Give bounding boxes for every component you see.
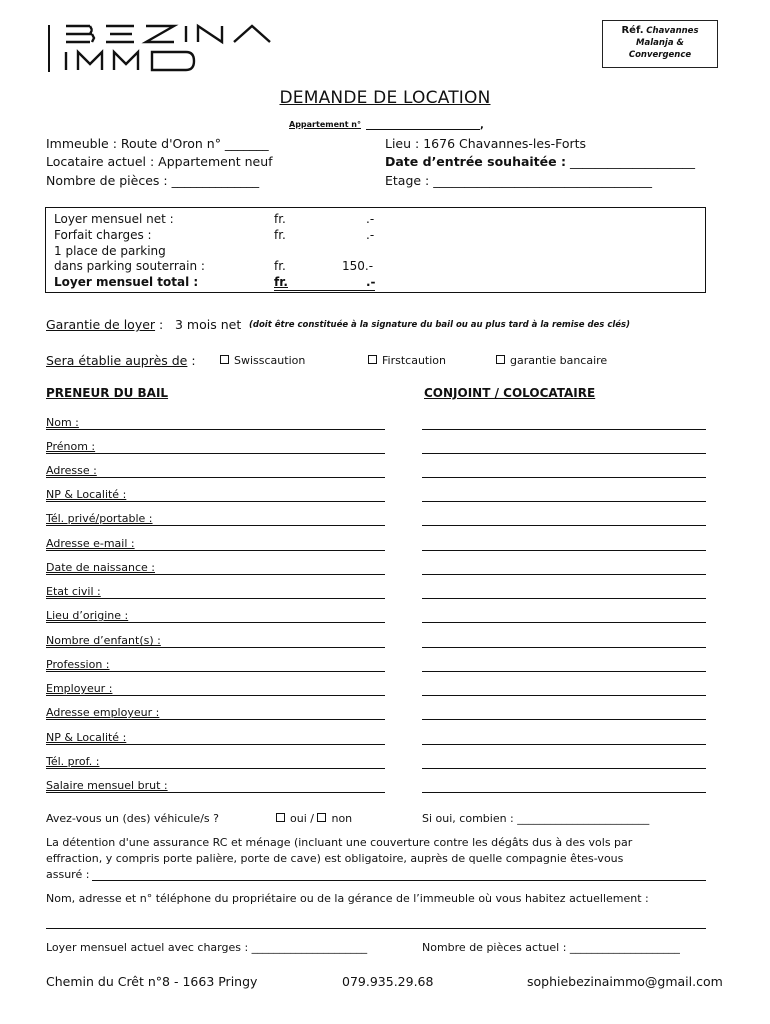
field-line-left[interactable]	[46, 671, 385, 672]
rent-charges-value: .-	[366, 228, 375, 242]
field-label: Profession :	[46, 658, 110, 671]
apartment-number-line[interactable]	[366, 129, 480, 130]
option-label: Swisscaution	[234, 354, 306, 367]
ref-text3: Convergence	[628, 50, 692, 60]
field-line-left[interactable]	[46, 429, 385, 430]
field-line-left[interactable]	[46, 525, 385, 526]
rent-net-value: .-	[366, 212, 375, 226]
ref-text2: Malanja &	[636, 38, 684, 48]
rent-total-label: Loyer mensuel total :	[54, 275, 199, 289]
vehicle-options[interactable]	[276, 812, 352, 825]
field-label: Nom :	[46, 416, 79, 429]
field-line-right[interactable]	[422, 550, 706, 551]
field-line-left[interactable]	[46, 453, 385, 454]
field-line-right[interactable]	[422, 695, 706, 696]
field-line-left[interactable]	[46, 598, 385, 599]
locataire-field: Locataire actuel : Appartement neuf	[46, 154, 273, 169]
field-label: Adresse :	[46, 464, 97, 477]
page-title: DEMANDE DE LOCATION	[279, 88, 491, 108]
field-line-left[interactable]	[46, 719, 385, 720]
date-entree-line: ____________________	[565, 154, 695, 169]
field-line-right[interactable]	[422, 525, 706, 526]
vehicle-question: Avez-vous un (des) véhicule/s ?	[46, 812, 219, 825]
assurance-answer-line[interactable]	[92, 880, 706, 881]
vehicle-combien[interactable]: Si oui, combien : ________________________	[422, 812, 650, 825]
field-label: Lieu d’origine :	[46, 609, 129, 622]
footer-phone: 079.935.29.68	[342, 974, 434, 989]
checkbox-icon[interactable]	[368, 355, 377, 364]
option-label: garantie bancaire	[510, 354, 608, 367]
checkbox-icon[interactable]	[276, 813, 285, 822]
field-line-right[interactable]	[422, 622, 706, 623]
immeuble-field[interactable]: Immeuble : Route d'Oron n° _______	[46, 136, 269, 151]
option-firstcaution[interactable]	[368, 354, 446, 367]
section-conjoint: CONJOINT / COLOCATAIRE	[424, 386, 596, 400]
rent-total-value: .-	[366, 275, 376, 289]
lieu-field: Lieu : 1676 Chavannes-les-Forts	[385, 136, 587, 151]
garantie-note: (doit être constituée à la signature du bail ou au plus tard à la remise des clés)	[249, 320, 630, 330]
rent-charges-currency: fr.	[274, 228, 286, 242]
assurance-line3: assuré :	[46, 868, 90, 881]
field-line-left[interactable]	[46, 550, 385, 551]
rent-charges-label: Forfait charges :	[54, 228, 152, 242]
bezina-immo-logo	[62, 22, 272, 74]
pieces-actuel-field[interactable]: Nombre de pièces actuel : ____________________	[422, 941, 680, 954]
etablie-row	[46, 353, 196, 368]
date-entree-label: Date d’entrée souhaitée :	[385, 154, 566, 169]
garantie-colon: :	[155, 317, 164, 332]
field-label: Nombre d’enfant(s) :	[46, 634, 161, 647]
field-label: NP & Localité :	[46, 731, 127, 744]
rent-total-underline	[274, 290, 375, 291]
field-line-left[interactable]	[46, 501, 385, 502]
loyer-actuel-field[interactable]: Loyer mensuel actuel avec charges : _____________________	[46, 941, 368, 954]
option-swisscaution[interactable]	[220, 354, 305, 367]
rent-parking-label1: 1 place de parking	[54, 244, 166, 258]
field-label: Tél. prof. :	[46, 755, 100, 768]
footer-address: Chemin du Crêt n°8 - 1663 Pringy	[46, 974, 258, 989]
vehicle-non: non	[331, 812, 353, 825]
field-line-left[interactable]	[46, 574, 385, 575]
pieces-field[interactable]: Nombre de pièces : ______________	[46, 173, 260, 188]
garantie-value: 3 mois net	[175, 317, 242, 332]
apartment-label: Appartement n°	[289, 120, 361, 129]
garantie-row	[46, 317, 163, 332]
field-line-left[interactable]	[46, 695, 385, 696]
reference-box	[602, 20, 718, 68]
rent-net-currency: fr.	[274, 212, 286, 226]
field-line-left[interactable]	[46, 647, 385, 648]
option-label: Firstcaution	[382, 354, 446, 367]
field-line-right[interactable]	[422, 501, 706, 502]
field-line-right[interactable]	[422, 477, 706, 478]
checkbox-icon[interactable]	[317, 813, 326, 822]
field-label: Salaire mensuel brut :	[46, 779, 168, 792]
field-line-right[interactable]	[422, 671, 706, 672]
garantie-label: Garantie de loyer	[46, 317, 156, 332]
assurance-line2: effraction, y compris porte palière, porte de cave) est obligatoire, auprès de quelle compagnie êtes-vous	[46, 852, 624, 865]
field-line-right[interactable]	[422, 744, 706, 745]
etablie-colon: :	[187, 353, 196, 368]
ref-label: Réf.	[621, 25, 644, 36]
field-line-left[interactable]	[46, 622, 385, 623]
date-entree-field[interactable]	[385, 154, 695, 169]
apartment-end: ,	[480, 120, 484, 131]
ref-text1: Chavannes	[646, 26, 699, 36]
field-line-right[interactable]	[422, 598, 706, 599]
field-line-right[interactable]	[422, 768, 706, 769]
field-label: NP & Localité :	[46, 488, 127, 501]
field-line-right[interactable]	[422, 647, 706, 648]
field-line-right[interactable]	[422, 792, 706, 793]
field-label: Employeur :	[46, 682, 113, 695]
field-label: Etat civil :	[46, 585, 101, 598]
option-garantie-bancaire[interactable]	[496, 354, 607, 367]
section-preneur: PRENEUR DU BAIL	[46, 386, 169, 400]
rent-parking-currency: fr.	[274, 259, 286, 273]
field-line-right[interactable]	[422, 453, 706, 454]
field-line-right[interactable]	[422, 429, 706, 430]
field-label: Prénom :	[46, 440, 96, 453]
logo-bar	[48, 25, 50, 72]
etablie-label: Sera établie auprès de	[46, 353, 188, 368]
checkbox-icon[interactable]	[496, 355, 505, 364]
proprietaire-answer-line[interactable]	[46, 928, 706, 929]
etage-field[interactable]: Etage : ___________________________________	[385, 173, 652, 188]
rent-parking-label2: dans parking souterrain :	[54, 259, 205, 273]
checkbox-icon[interactable]	[220, 355, 229, 364]
field-label: Tél. privé/portable :	[46, 512, 153, 525]
field-line-left[interactable]	[46, 744, 385, 745]
proprietaire-label: Nom, adresse et n° téléphone du propriétaire ou de la gérance de l’immeuble où vous habitez actuellement :	[46, 892, 649, 905]
field-line-right[interactable]	[422, 719, 706, 720]
assurance-line1: La détention d'une assurance RC et ménage (incluant une couverture contre les dégâts dus à des vols par	[46, 836, 633, 849]
rent-parking-value: 150.-	[342, 259, 374, 273]
field-line-left[interactable]	[46, 792, 385, 793]
rent-total-currency: fr.	[274, 275, 288, 289]
field-line-left[interactable]	[46, 768, 385, 769]
field-label: Adresse e-mail :	[46, 537, 135, 550]
field-line-left[interactable]	[46, 477, 385, 478]
vehicle-oui: oui /	[290, 812, 318, 825]
field-line-right[interactable]	[422, 574, 706, 575]
rent-net-label: Loyer mensuel net :	[54, 212, 174, 226]
field-label: Date de naissance :	[46, 561, 155, 574]
field-label: Adresse employeur :	[46, 706, 160, 719]
footer-email[interactable]: sophiebezinaimmo@gmail.com	[527, 974, 723, 989]
